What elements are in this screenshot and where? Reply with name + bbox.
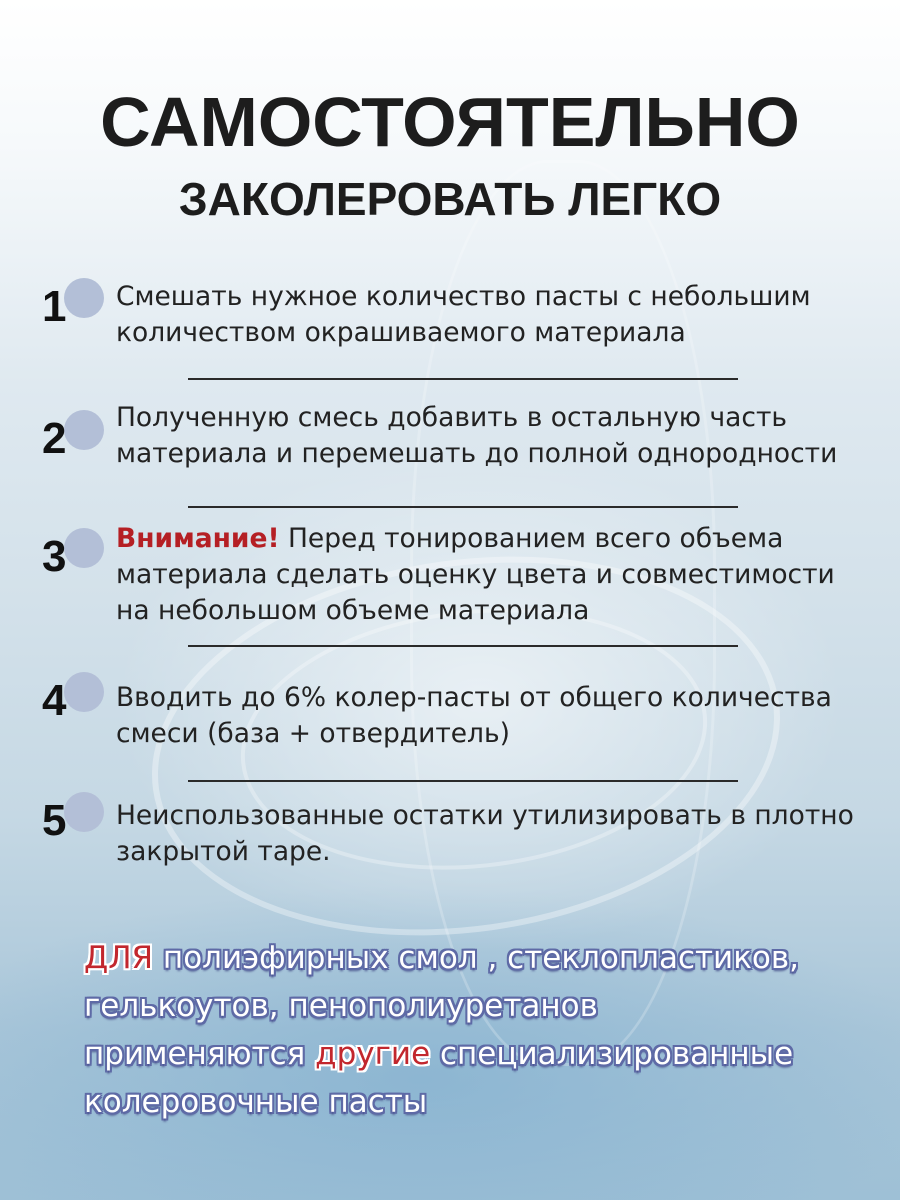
step-text [116,279,856,351]
step-text-line: Вводить до 6% колер-пасты от общего количества [116,682,832,713]
note-highlight: ДЛЯ [84,940,154,976]
step-text-line: смеси (база + отвердитель) [116,718,510,749]
divider [188,780,738,782]
step-number: 5 [42,796,67,845]
step-text [116,680,856,752]
divider [188,506,738,508]
step-text [116,521,856,629]
note-fragment: применяются [84,1036,316,1072]
step-text [116,798,856,870]
note-fragment: специализированные [430,1036,794,1072]
step-text-line: на небольшом объеме материала [116,595,590,626]
step-number-badge [40,672,94,732]
number-circle-icon [64,672,104,712]
divider [188,378,738,380]
specialized-pastes-note [84,934,884,1126]
step-text [116,400,856,472]
step-text-line: материала сделать оценку цвета и совместимости [116,559,835,590]
number-circle-icon [64,792,104,832]
step-text-line: Полученную смесь добавить в остальную часть [116,402,788,433]
note-highlight: другие [315,1036,431,1072]
step-text-line: количеством окрашиваемого материала [116,317,686,348]
number-circle-icon [64,410,104,450]
page-subtitle: ЗАКОЛЕРОВАТЬ ЛЕГКО [178,173,722,225]
step-number-badge [40,278,94,338]
step-number: 3 [42,532,67,581]
step-text-line: закрытой таре. [116,836,331,867]
number-circle-icon [64,528,104,568]
divider [188,645,738,647]
step-text-line: Смешать нужное количество пасты с небольшим [116,281,811,312]
step-number: 2 [42,414,67,463]
step-number-badge [40,410,94,470]
step-number: 4 [42,676,67,725]
step-text-line: материала и перемешать до полной однородности [116,438,838,469]
note-fragment: полиэфирных смол , стеклопластиков, [153,940,800,976]
number-circle-icon [64,278,104,318]
attention-label: Внимание! [116,523,280,554]
note-line [84,1030,884,1078]
step-number-badge [40,792,94,852]
step-number-badge [40,528,94,588]
page-title: САМОСТОЯТЕЛЬНО [100,83,800,161]
step-number: 1 [42,282,67,331]
step-text-line [116,521,856,557]
note-line [84,934,884,982]
step-text-line: Неиспользованные остатки утилизировать в плотно [116,800,854,831]
step-text-fragment: Перед тонированием всего объема [279,523,784,554]
note-line: гелькоутов, пенополиуретанов [84,988,598,1024]
note-line: колеровочные пасты [84,1084,428,1120]
